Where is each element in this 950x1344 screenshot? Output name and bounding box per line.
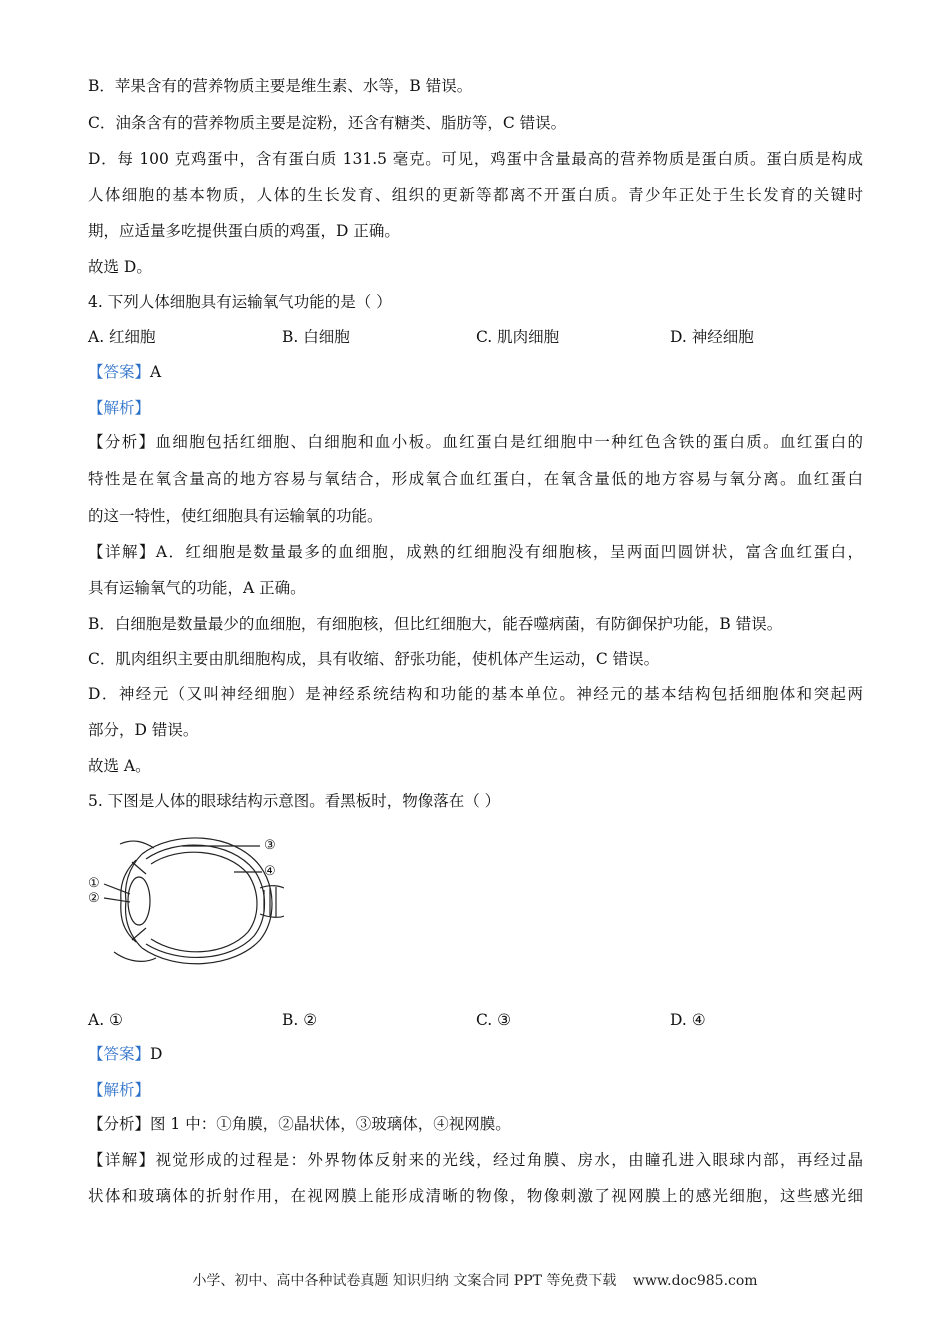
q4-option-c: C. 肌肉细胞 — [476, 328, 560, 346]
text-line: 特性是在氧含量高的地方容易与氧结合，形成氧合血红蛋白，在氧含量低的地方容易与氧分离。血红蛋白 — [88, 470, 863, 488]
text-line: D．神经元（又叫神经细胞）是神经系统结构和功能的基本单位。神经元的基本结构包括细胞体和突起两 — [88, 685, 863, 703]
question-4: 4. 下列人体细胞具有运输氧气功能的是（ ） — [88, 293, 392, 311]
footer-text: 小学、初中、高中各种试卷真题 知识归纳 文案合同 PPT 等免费下载 — [192, 1273, 617, 1289]
figure-label-4: ④ — [264, 864, 276, 879]
footer-site-link[interactable]: www.doc985.com — [632, 1273, 758, 1289]
footer — [0, 1270, 950, 1290]
figure-label-1: ① — [88, 876, 100, 891]
q5-option-c: C. ③ — [476, 1011, 512, 1029]
q4-option-b: B. 白细胞 — [282, 328, 350, 346]
q5-answer — [88, 1044, 162, 1064]
text-line: 的这一特性，使红细胞具有运输氧的功能。 — [88, 507, 383, 525]
text-line: D．每 100 克鸡蛋中，含有蛋白质 131.5 毫克。可见，鸡蛋中含量最高的营养物质是蛋白质。蛋白质是构成 — [88, 150, 863, 168]
text-line: B．苹果含有的营养物质主要是维生素、水等，B 错误。 — [88, 77, 473, 95]
answer-value: A — [150, 363, 162, 381]
text-line: C．油条含有的营养物质主要是淀粉，还含有糖类、脂肪等，C 错误。 — [88, 114, 567, 132]
text-line: 【分析】图 1 中：①角膜，②晶状体，③玻璃体，④视网膜。 — [88, 1115, 511, 1133]
q4-answer — [88, 362, 161, 382]
text-line: 部分，D 错误。 — [88, 721, 199, 739]
q4-analysis-tag: 【解析】 — [88, 399, 151, 417]
text-line: 状体和玻璃体的折射作用，在视网膜上能形成清晰的物像，物像刺激了视网膜上的感光细胞，这些感光细 — [88, 1187, 863, 1205]
text-line: B．白细胞是数量最少的血细胞，有细胞核，但比红细胞大，能吞噬病菌，有防御保护功能，B 错误。 — [88, 615, 783, 633]
figure-label-3: ③ — [264, 838, 276, 853]
q4-option-a: A. 红细胞 — [88, 328, 156, 346]
q5-option-b: B. ② — [282, 1011, 318, 1029]
question-5: 5. 下图是人体的眼球结构示意图。看黑板时，物像落在（ ） — [88, 792, 501, 810]
text-line: 具有运输氧气的功能，A 正确。 — [88, 579, 306, 597]
q5-analysis-tag: 【解析】 — [88, 1081, 151, 1099]
q5-option-d: D. ④ — [670, 1011, 706, 1029]
eyeball-diagram — [84, 826, 284, 976]
text-line: 【分析】血细胞包括红细胞、白细胞和血小板。血红蛋白是红细胞中一种红色含铁的蛋白质。血红蛋白的 — [88, 433, 863, 451]
figure-label-2: ② — [88, 891, 100, 906]
q4-option-d: D. 神经细胞 — [670, 328, 754, 346]
text-line: 故选 D。 — [88, 258, 152, 276]
text-line: 【详解】A．红细胞是数量最多的血细胞，成熟的红细胞没有细胞核，呈两面凹圆饼状，富含血红蛋白， — [88, 543, 863, 561]
q5-option-a: A. ① — [88, 1011, 123, 1029]
text-line: 【详解】视觉形成的过程是：外界物体反射来的光线，经过角膜、房水，由瞳孔进入眼球内部，再经过晶 — [88, 1151, 863, 1169]
text-line: 期，应适量多吃提供蛋白质的鸡蛋，D 正确。 — [88, 222, 400, 240]
answer-tag: 【答案】 — [88, 1045, 151, 1063]
text-line: C．肌肉组织主要由肌细胞构成，具有收缩、舒张功能，使机体产生运动，C 错误。 — [88, 650, 660, 668]
text-line: 人体细胞的基本物质，人体的生长发育、组织的更新等都离不开蛋白质。青少年正处于生长发育的关键时 — [88, 186, 863, 204]
answer-value: D — [150, 1045, 163, 1063]
text-line: 故选 A。 — [88, 757, 151, 775]
answer-tag: 【答案】 — [88, 363, 151, 381]
